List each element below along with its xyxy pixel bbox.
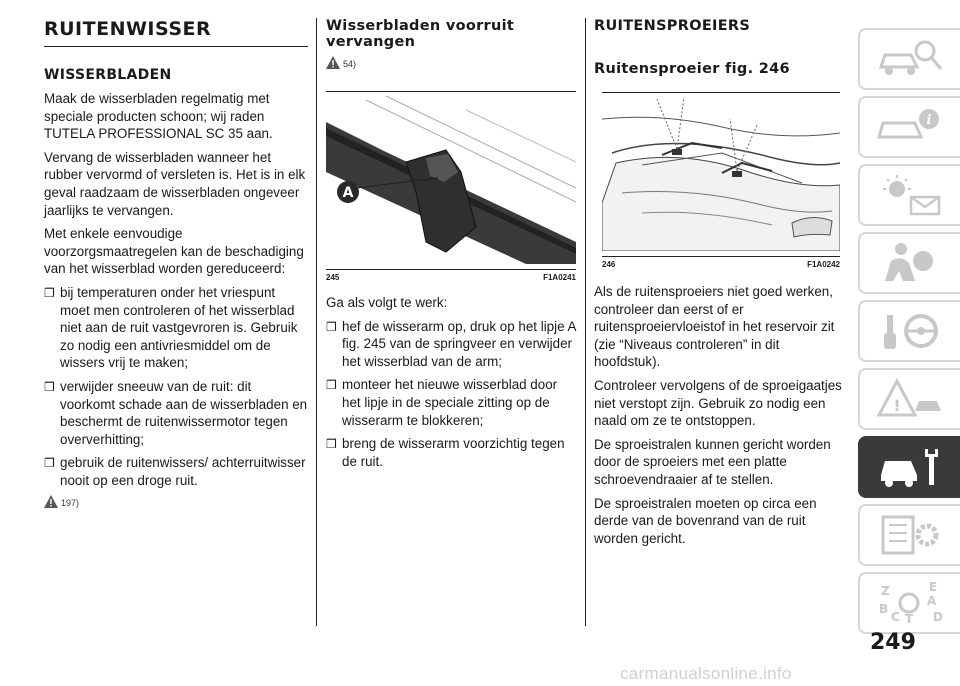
warning-triangle-icon: [44, 495, 58, 508]
watermark: carmanualsonline.info: [620, 664, 792, 683]
airbag-person-icon: [875, 241, 945, 285]
tab-maintenance[interactable]: [858, 436, 960, 498]
svg-text:T: T: [905, 612, 914, 625]
wiper-blade-illustration: [326, 92, 576, 264]
checklist-gear-icon: [875, 513, 945, 557]
figure-245: [326, 91, 576, 282]
car-wrench-icon: [875, 445, 945, 489]
callout-label: A: [342, 185, 354, 201]
paragraph: Als de ruitensproeiers niet goed werken, controleer dan eerst of er ruitensproeiervloeistof in het reservoir zit (zie “Niveaus controleren” in dit hoofdstuk).: [594, 284, 835, 370]
section-title: RUITENSPROEIERS: [594, 18, 751, 34]
warning-reference: 197): [44, 495, 308, 508]
subsection-title: WISSERBLADEN: [44, 67, 172, 83]
checkbox-bullet-icon: ❒: [44, 285, 55, 300]
tab-technical-data[interactable]: [858, 504, 960, 566]
car-search-icon: [875, 37, 945, 81]
svg-text:D: D: [933, 610, 943, 624]
chapter-index-sidebar: [858, 28, 960, 640]
tab-safety[interactable]: [858, 232, 960, 294]
windshield-washer-illustration: [602, 93, 840, 251]
svg-text:E: E: [929, 581, 938, 594]
bullet-list: [44, 284, 308, 490]
figure-number: 245: [326, 273, 340, 282]
paragraph: Ga als volgt te werk:: [326, 295, 448, 310]
checkbox-bullet-icon: ❒: [326, 378, 337, 393]
paragraph: Vervang de wisserbladen wanneer het rubber vervormd of versleten is. Het is in elk geval raadzaam de wisserbladen ongeveer jaarlijks te vervangen.: [44, 149, 306, 218]
body-text: [594, 283, 846, 547]
column-divider: [316, 18, 317, 626]
bullet-list: [326, 318, 576, 471]
lights-envelope-icon: [875, 173, 945, 217]
paragraph: Controleer vervolgens of de sproeigaatjes niet verstopt zijn. Gebruik zo nodig een naald om ze te ontstoppen.: [594, 377, 842, 429]
tab-car-search[interactable]: [858, 28, 960, 90]
svg-text:B: B: [879, 602, 889, 616]
car-info-icon: [875, 105, 945, 149]
list-item: ❒ verwijder sneeuw van de ruit: dit voorkomt schade aan de wisserbladen en beschermt de ruitenwissermotor tegen oververhitting;: [44, 378, 308, 447]
page-number: 249: [870, 630, 916, 655]
column-divider: [585, 18, 586, 626]
column-1: [44, 18, 308, 508]
list-item: ❒ gebruik de ruitenwissers/ achterruitwisser nooit op een droge ruit.: [44, 455, 306, 488]
tab-index[interactable]: [858, 572, 960, 634]
figure-caption: [602, 256, 840, 269]
figure-code: F1A0242: [807, 260, 840, 269]
warning-triangle-icon: [326, 56, 340, 69]
warning-reference: 54): [326, 56, 576, 69]
tab-car-info[interactable]: [858, 96, 960, 158]
alphabet-index-icon: [875, 581, 945, 625]
paragraph: Met enkele eenvoudige voorzorgsmaatregelen kan de beschadiging van het wisserblad worden gereduceerd:: [44, 226, 304, 277]
tab-starting-driving[interactable]: [858, 300, 960, 362]
tab-emergency[interactable]: [858, 368, 960, 430]
checkbox-bullet-icon: ❒: [326, 437, 337, 452]
column-2: [326, 18, 576, 476]
paragraph: Maak de wisserbladen regelmatig met speciale producten schoon; wij raden TUTELA PROFESSIONAL SC 35 aan.: [44, 91, 273, 142]
figure-number: 246: [602, 260, 616, 269]
section-title: RUITENWISSER: [44, 18, 308, 47]
column-3: [594, 18, 846, 553]
figure-caption: [326, 269, 576, 282]
triangle-car-icon: [875, 377, 945, 421]
list-item: ❒ bij temperaturen onder het vriespunt moet men controleren of het wisserblad niet aan de ruit vastgevroren is. Gebruik zo nodig een antivriesmiddel om de wissers vrij te maken;: [44, 284, 298, 371]
section-title: Wisserbladen voorruit vervangen: [326, 18, 515, 50]
figure-code: F1A0241: [543, 273, 576, 282]
svg-text:Z: Z: [881, 584, 890, 598]
svg-text:C: C: [891, 610, 900, 624]
subsection-title: Ruitensproeier fig. 246: [594, 61, 790, 77]
checkbox-bullet-icon: ❒: [44, 456, 55, 471]
tab-lights-messages[interactable]: [858, 164, 960, 226]
checkbox-bullet-icon: ❒: [44, 379, 55, 394]
svg-text:!: !: [893, 396, 901, 415]
svg-text:i: i: [926, 113, 932, 128]
paragraph: De sproeistralen moeten op circa een derde van de bovenrand van de ruit worden gericht.: [594, 495, 817, 546]
list-item: ❒ breng de wisserarm voorzichtig tegen de ruit.: [326, 436, 565, 469]
list-item: ❒ monteer het nieuwe wisserblad door het lipje in de speciale zitting op de wisserarm te blokkeren;: [326, 377, 558, 428]
checkbox-bullet-icon: ❒: [326, 319, 337, 334]
steering-key-icon: [875, 309, 945, 353]
figure-246: [602, 92, 840, 269]
list-item: ❒ hef de wisserarm op, druk op het lipje A fig. 245 van de springveer en verwijder het wisserblad van de arm;: [326, 318, 576, 369]
paragraph: De sproeistralen kunnen gericht worden door de sproeiers met een platte schroevendraaier af te stellen.: [594, 436, 831, 487]
svg-text:A: A: [927, 594, 937, 608]
